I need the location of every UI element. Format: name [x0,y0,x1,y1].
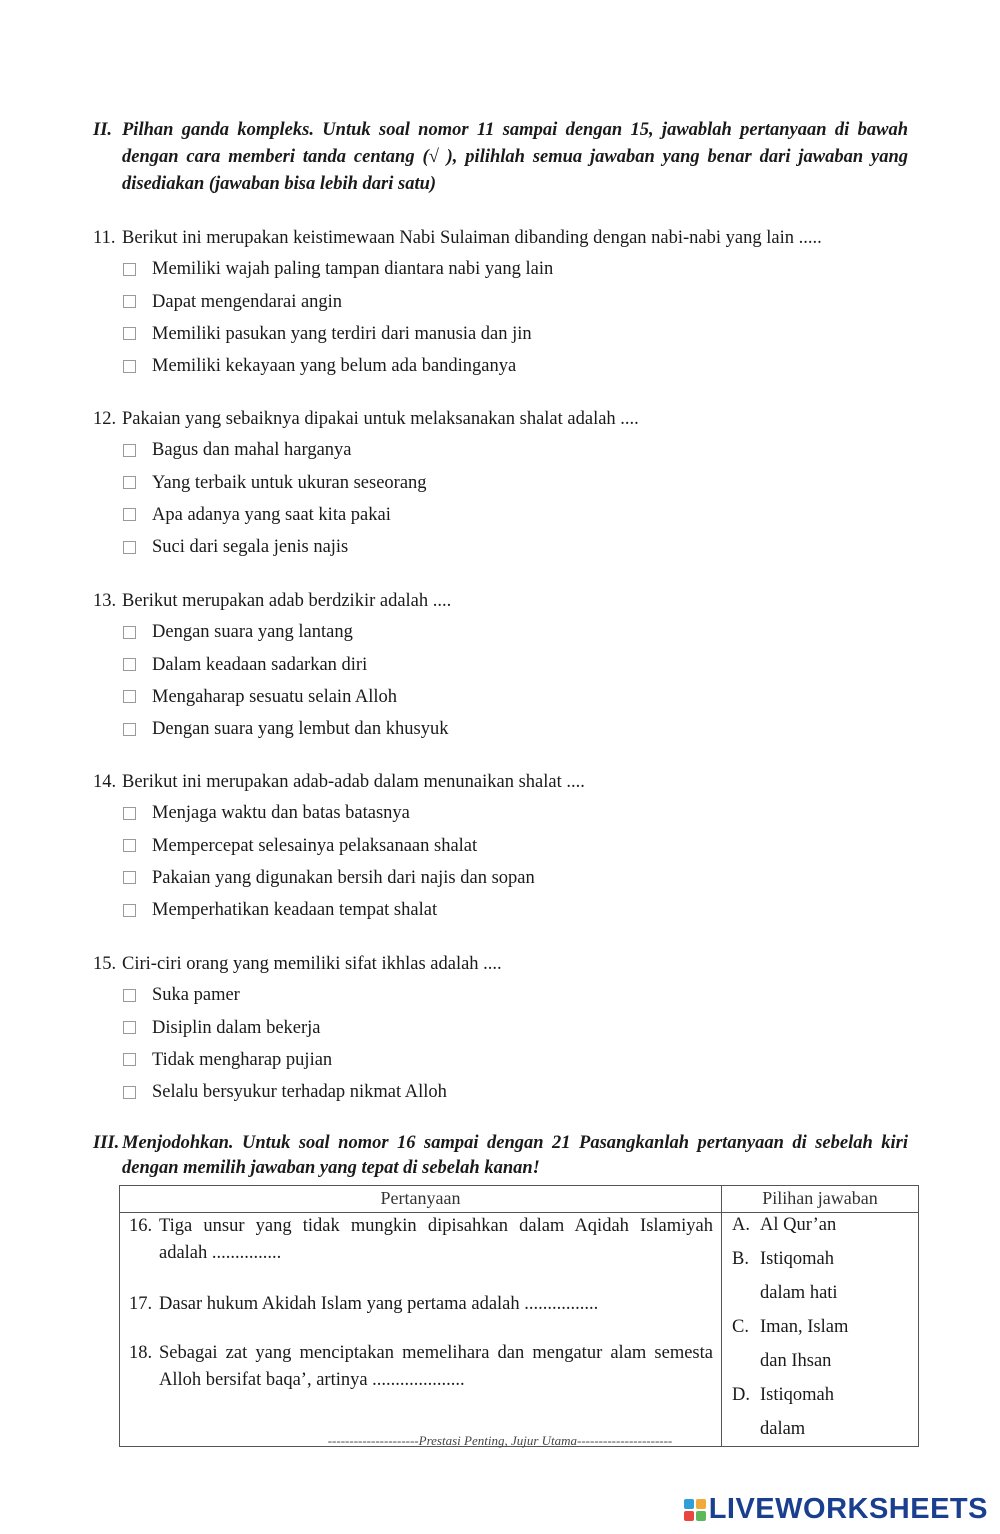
question-13 [93,586,913,746]
option-item [93,797,913,829]
answers-cell [722,1213,919,1447]
answer-option[interactable] [722,1208,872,1242]
question-14 [93,767,913,927]
question-text: Berikut merupakan adab berdzikir adalah .... [122,591,452,611]
matching-question-number: 17. [129,1294,153,1314]
option-label: Dalam keadaan sadarkan diri [152,654,368,675]
option-item [93,1044,913,1076]
matching-question [120,1291,721,1318]
option-item [93,253,913,285]
option-label: Selalu bersyukur terhadap nikmat Alloh [152,1082,447,1103]
matching-question-text: Tiga unsur yang tidak mungkin dipisahkan dalam Aqidah Islamiyah adalah ............... [159,1216,713,1263]
answer-option[interactable] [722,1310,872,1378]
option-label: Dengan suara yang lembut dan khusyuk [152,719,449,740]
option-item [93,466,913,498]
section-3-number: III. [93,1133,120,1153]
option-label: Tidak mengharap pujian [152,1049,333,1070]
checkbox[interactable] [123,839,136,852]
matching-question-text: Sebagai zat yang menciptakan memelihara dan mengatur alam semesta Alloh bersifat baqa’, artinya .................... [159,1343,713,1390]
matching-table [119,1185,919,1447]
option-item [93,1076,913,1108]
option-label: Memiliki kekayaan yang belum ada bandinganya [152,356,517,377]
section-2-heading [93,117,908,198]
checkbox[interactable] [123,541,136,554]
option-label: Memiliki wajah paling tampan diantara nabi yang lain [152,259,554,280]
answer-text: Iman, Islam dan Ihsan [760,1317,849,1371]
option-label: Disiplin dalam bekerja [152,1017,321,1038]
option-item [93,499,913,531]
checkbox[interactable] [123,444,136,457]
section-3-instruction: Menjodohkan. Untuk soal nomor 16 sampai dengan 21 Pasangkanlah pertanyaan di sebelah kiri dengan memilih jawaban yang tepat di sebelah kanan! [122,1133,908,1178]
option-item [93,285,913,317]
checkbox[interactable] [123,360,136,373]
matching-question-number: 18. [129,1343,153,1363]
checkbox[interactable] [123,871,136,884]
option-item [93,434,913,466]
footer-motto: ---------------------Prestasi Penting, Jujur Utama---------------------- [327,1433,673,1448]
logo-square-icon [684,1499,694,1509]
answer-letter: A. [732,1215,750,1235]
answer-text: Istiqomah dalam hati [760,1249,838,1303]
answer-letter: C. [732,1317,749,1337]
checkbox[interactable] [123,1086,136,1099]
checkbox[interactable] [123,508,136,521]
option-label: Yang terbaik untuk ukuran seseorang [152,472,427,493]
option-label: Suci dari segala jenis najis [152,537,349,558]
checkbox[interactable] [123,989,136,1002]
option-item [93,648,913,680]
option-item [93,350,913,382]
question-text: Ciri-ciri orang yang memiliki sifat ikhlas adalah .... [122,954,502,974]
option-label: Dapat mengendarai angin [152,291,343,312]
question-number: 15. [93,954,117,974]
checkbox[interactable] [123,1053,136,1066]
matching-question [120,1340,721,1394]
option-label: Memiliki pasukan yang terdiri dari manusia dan jin [152,323,532,344]
answer-option[interactable] [722,1242,872,1310]
option-item [93,531,913,563]
option-item [93,713,913,745]
option-label: Memperhatikan keadaan tempat shalat [152,900,438,921]
option-item [93,318,913,350]
checkbox[interactable] [123,658,136,671]
checkbox[interactable] [123,476,136,489]
option-label: Pakaian yang digunakan bersih dari najis dan sopan [152,867,535,888]
liveworksheets-logo[interactable] [684,1493,988,1526]
option-item [93,979,913,1011]
option-label: Suka pamer [152,985,240,1006]
checkbox[interactable] [123,327,136,340]
answer-text: Istiqomah dalam [760,1385,834,1439]
option-label: Apa adanya yang saat kita pakai [152,504,391,525]
question-12 [93,404,913,564]
checkbox[interactable] [123,1021,136,1034]
checkbox[interactable] [123,807,136,820]
question-11 [93,223,913,383]
section-3-heading [93,1131,908,1181]
checkbox[interactable] [123,263,136,276]
liveworksheets-wordmark: LIVEWORKSHEETS [708,1493,988,1525]
question-text: Pakaian yang sebaiknya dipakai untuk melaksanakan shalat adalah .... [122,409,639,429]
question-text: Berikut ini merupakan keistimewaan Nabi Sulaiman dibanding dengan nabi-nabi yang lain ..... [122,228,822,248]
option-item [93,862,913,894]
question-text: Berikut ini merupakan adab-adab dalam menunaikan shalat .... [122,772,585,792]
option-item [93,1011,913,1043]
section-2-number: II. [93,120,113,140]
questions-cell [120,1213,722,1447]
answer-letter: D. [732,1385,750,1405]
option-label: Mempercepat selesainya pelaksanaan shalat [152,835,478,856]
logo-square-icon [684,1511,694,1521]
table-header-answer: Pilihan jawaban [722,1186,919,1213]
checkbox[interactable] [123,690,136,703]
question-number: 13. [93,591,117,611]
option-item [93,894,913,926]
question-number: 12. [93,409,117,429]
option-label: Bagus dan mahal harganya [152,440,352,461]
matching-question [120,1213,721,1267]
answer-text: Al Qur’an [760,1215,837,1235]
question-15 [93,949,913,1109]
checkbox[interactable] [123,723,136,736]
checkbox[interactable] [123,295,136,308]
checkbox[interactable] [123,904,136,917]
answer-letter: B. [732,1249,749,1269]
matching-question-number: 16. [129,1216,153,1236]
option-item [93,681,913,713]
table-header-question: Pertanyaan [120,1186,722,1213]
question-number: 14. [93,772,117,792]
question-number: 11. [93,228,116,248]
section-2-instruction: Pilhan ganda kompleks. Untuk soal nomor 11 sampai dengan 15, jawablah pertanyaan di bawah dengan cara memberi tanda centang (√ ), pilihlah semua jawaban yang benar dari jawaban yang disediakan (jawaban bisa lebih dari satu) [122,120,908,194]
option-label: Menjaga waktu dan batas batasnya [152,803,410,824]
liveworksheets-logo-icon [684,1499,706,1521]
matching-question-text: Dasar hukum Akidah Islam yang pertama adalah ................ [159,1294,599,1314]
logo-square-icon [696,1511,706,1521]
option-label: Dengan suara yang lantang [152,622,353,643]
option-item [93,829,913,861]
logo-square-icon [696,1499,706,1509]
option-label: Mengaharap sesuatu selain Alloh [152,686,398,707]
checkbox[interactable] [123,626,136,639]
option-item [93,616,913,648]
